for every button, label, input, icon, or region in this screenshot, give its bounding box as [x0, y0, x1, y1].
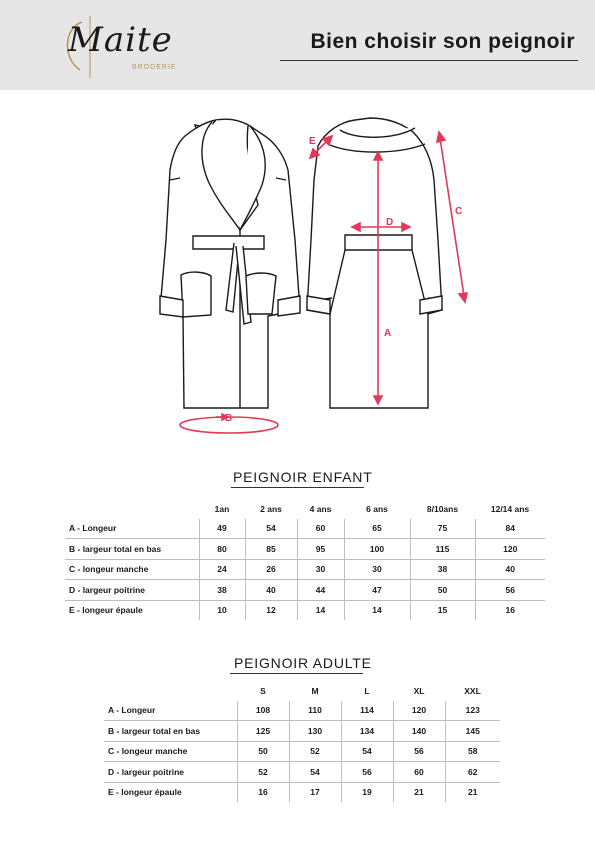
logo-script-text: Maite — [68, 20, 173, 60]
cell: 115 — [410, 539, 475, 560]
row-label: E - longeur épaule — [108, 787, 182, 798]
adulte-col-header: XXL — [464, 685, 481, 696]
cell: 26 — [245, 559, 297, 580]
cell: 30 — [297, 559, 344, 580]
title-underline — [280, 60, 578, 61]
row-label: C - longeur manche — [65, 559, 199, 580]
cell: 38 — [410, 559, 475, 580]
cell: 52 — [289, 741, 341, 762]
table-row — [104, 782, 500, 802]
cell: 54 — [245, 519, 297, 539]
adulte-header-row — [104, 681, 500, 701]
cell: 145 — [445, 721, 500, 742]
adulte-title-rule — [230, 673, 363, 674]
cell: 100 — [344, 539, 410, 560]
cell: 14 — [297, 600, 344, 620]
cell: 21 — [393, 782, 445, 802]
label-a: A — [384, 328, 392, 339]
cell: 120 — [475, 539, 545, 560]
enfant-col-header: 6 ans — [366, 503, 388, 514]
enfant-col-header: 8/10ans — [426, 503, 459, 514]
cell: 54 — [341, 741, 393, 762]
cell: 15 — [410, 600, 475, 620]
cell: 16 — [237, 782, 289, 802]
row-label: B - largeur total en bas — [65, 539, 199, 560]
cell: 125 — [237, 721, 289, 742]
cell: 40 — [475, 559, 545, 580]
cell: 30 — [344, 559, 410, 580]
cell: 56 — [475, 580, 545, 601]
table-row — [65, 559, 545, 580]
cell: 44 — [297, 580, 344, 601]
cell: 95 — [297, 539, 344, 560]
cell: 19 — [341, 782, 393, 802]
adulte-table — [104, 681, 500, 802]
cell: 16 — [475, 600, 545, 620]
adulte-col-header: M — [311, 685, 319, 696]
table-row — [104, 762, 500, 783]
cell: 114 — [341, 701, 393, 721]
cell: 60 — [393, 762, 445, 783]
enfant-title: PEIGNOIR ENFANT — [233, 469, 373, 485]
robe-back — [307, 118, 442, 408]
cell: 84 — [475, 519, 545, 539]
cell: 60 — [297, 519, 344, 539]
cell: 38 — [199, 580, 245, 601]
enfant-table — [65, 499, 545, 620]
cell: 80 — [199, 539, 245, 560]
cell: 50 — [237, 741, 289, 762]
page-title: Bien choisir son peignoir — [310, 30, 575, 53]
cell: 134 — [341, 721, 393, 742]
adulte-col-header: L — [364, 685, 370, 696]
cell: 54 — [289, 762, 341, 783]
cell: 75 — [410, 519, 475, 539]
robe-diagram — [0, 100, 595, 450]
enfant-col-header: 2 ans — [260, 503, 282, 514]
cell: 56 — [341, 762, 393, 783]
table-row — [104, 741, 500, 762]
cell: 21 — [445, 782, 500, 802]
row-label: B - largeur total en bas — [104, 721, 237, 742]
table-row — [104, 701, 500, 721]
cell: 65 — [344, 519, 410, 539]
logo-subtext: BRODERIE — [132, 64, 177, 71]
cell: 85 — [245, 539, 297, 560]
adulte-title: PEIGNOIR ADULTE — [234, 655, 372, 671]
enfant-title-rule — [231, 487, 364, 488]
cell: 49 — [199, 519, 245, 539]
label-c: C — [455, 206, 463, 217]
cell: 123 — [445, 701, 500, 721]
cell: 120 — [393, 701, 445, 721]
cell: 17 — [289, 782, 341, 802]
table-row — [65, 519, 545, 539]
cell: 10 — [199, 600, 245, 620]
cell: 24 — [199, 559, 245, 580]
cell: 12 — [245, 600, 297, 620]
label-e: E — [309, 136, 316, 147]
table-row — [65, 600, 545, 620]
row-label: A - Longeur — [65, 519, 199, 539]
cell: 52 — [237, 762, 289, 783]
cell: 40 — [245, 580, 297, 601]
cell: 130 — [289, 721, 341, 742]
table-row — [65, 539, 545, 560]
table-row — [104, 721, 500, 742]
cell: 58 — [445, 741, 500, 762]
cell: 140 — [393, 721, 445, 742]
cell: 50 — [410, 580, 475, 601]
table-row — [65, 580, 545, 601]
label-d: D — [386, 217, 394, 228]
adulte-col-header: XL — [413, 685, 425, 696]
header-bar — [0, 0, 595, 90]
cell: 56 — [393, 741, 445, 762]
robe-front — [160, 119, 300, 408]
row-label: A - Longeur — [104, 701, 237, 721]
cell: 14 — [344, 600, 410, 620]
label-b: B — [225, 413, 233, 424]
enfant-col-header: 4 ans — [309, 503, 332, 514]
row-label: D - largeur poitrine — [65, 580, 199, 601]
row-label: E - longeur épaule — [69, 605, 143, 616]
enfant-header-row — [65, 499, 545, 519]
adulte-col-header: S — [260, 685, 266, 696]
cell: 108 — [237, 701, 289, 721]
cell: 62 — [445, 762, 500, 783]
enfant-col-header: 1an — [214, 503, 230, 514]
row-label: C - longeur manche — [104, 741, 237, 762]
cell: 47 — [344, 580, 410, 601]
brand-logo — [60, 14, 180, 84]
row-label: D - largeur poitrine — [104, 762, 237, 783]
enfant-col-header: 12/14 ans — [490, 503, 530, 514]
cell: 110 — [289, 701, 341, 721]
